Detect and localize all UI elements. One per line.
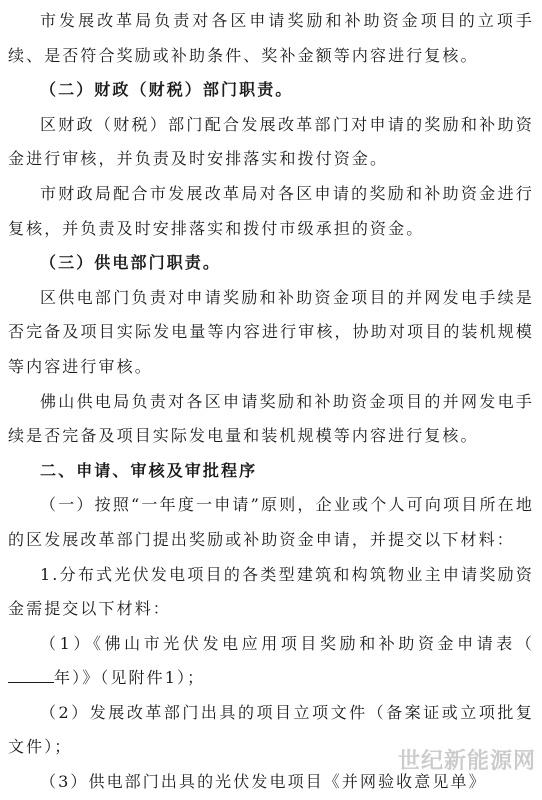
item-1-text-b: 年）》（见附件1）； xyxy=(54,668,206,688)
paragraph-item-3: （3）供电部门出具的光伏发电项目《并网验收意见单》 xyxy=(40,772,487,792)
year-blank xyxy=(8,664,54,683)
paragraph-district-power: 区供电部门负责对申请奖励和补助资金项目的并网发电手续是否完备及项目实际发电量等内容进行审核，协助对项目的装机规模等内容进行审核。 xyxy=(8,287,534,376)
watermark-logo: 世纪新能源网 xyxy=(397,749,536,774)
paragraph-city-reform-review: 市发展改革局负责对各区申请奖励和补助资金项目的立项手续、是否符合奖励或补助条件、奖补金额等内容进行复核。 xyxy=(8,11,534,65)
paragraph-city-finance: 市财政局配合市发展改革局对各区申请的奖励和补助资金进行复核，并负责及时安排落实和拨付市级承担的资金。 xyxy=(8,183,534,238)
paragraph-item-2: （2）发展改革部门出具的项目立项文件（备案证或立项批复文件）； xyxy=(8,702,534,757)
paragraph-foshan-power: 佛山供电局负责对各区申请奖励和补助资金项目的并网发电手续是否完备及项目实际发电量和装机规模等内容进行复核。 xyxy=(8,391,534,446)
paragraph-distributed-pv-materials: 1.分布式光伏发电项目的各类型建筑和构筑物业主申请奖励资金需提交以下材料： xyxy=(8,564,534,619)
heading-application-procedure: 二、申请、审核及审批程序 xyxy=(40,460,258,480)
paragraph-application-principle: （一）按照“一年度一申请”原则，企业或个人可向项目所在地的区发展改革部门提出奖励或补助资金申请，并提交以下材料： xyxy=(8,495,534,549)
paragraph-district-finance: 区财政（财税）部门配合发展改革部门对申请的奖励和补助资金进行审核，并负责及时安排落实和拨付资金。 xyxy=(8,114,534,169)
item-1-text-a: （1）《佛山市光伏发电应用项目奖励和补助资金申请表（ xyxy=(40,633,534,653)
section-power-duties: （三）供电部门职责。 xyxy=(40,253,222,273)
section-finance-duties: （二）财政（财税）部门职责。 xyxy=(40,80,294,100)
paragraph-item-1 xyxy=(8,627,534,696)
